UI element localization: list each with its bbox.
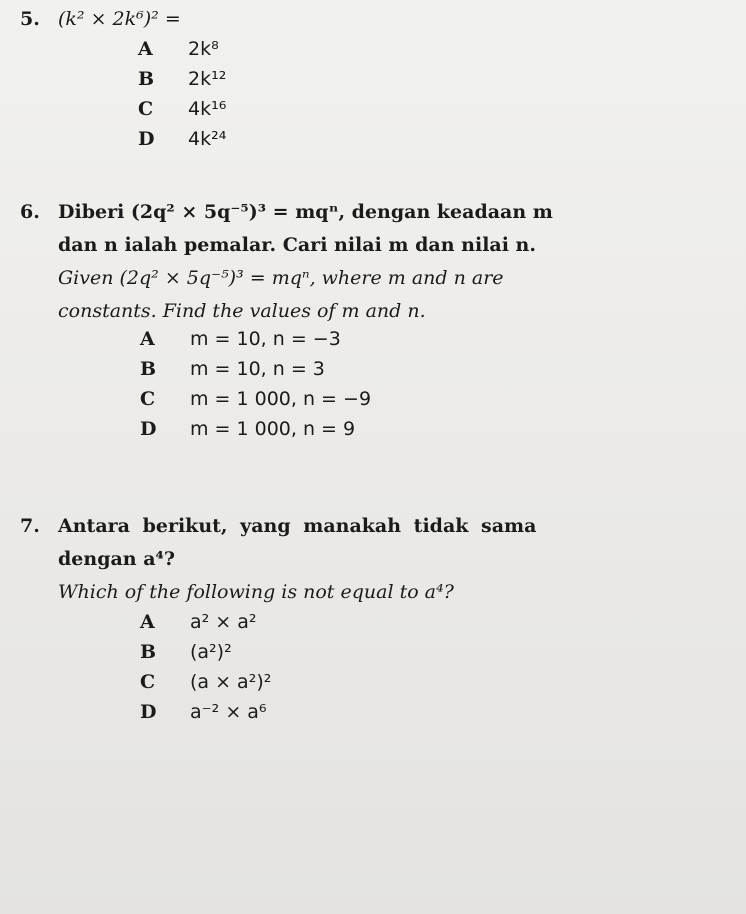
option-b[interactable]: [20, 641, 730, 671]
question-text: [58, 510, 730, 609]
option-value: 4k¹⁶: [188, 98, 227, 120]
option-value: 2k⁸: [188, 38, 219, 60]
option-a[interactable]: [20, 38, 730, 68]
options-list: [20, 611, 730, 731]
option-b[interactable]: [20, 358, 730, 388]
option-label: A: [138, 38, 153, 60]
option-value: (a × a²)²: [190, 671, 272, 693]
question-text-english-line2: constants. Find the values of m and n.: [58, 300, 426, 322]
option-label: D: [140, 418, 157, 440]
option-value: m = 1 000, n = 9: [190, 418, 356, 440]
option-label: C: [140, 388, 156, 410]
option-label: B: [138, 68, 155, 90]
question-text-english-line1: Which of the following is not equal to a⁴?: [58, 581, 454, 603]
option-value: m = 1 000, n = −9: [190, 388, 372, 410]
question-number: 7.: [20, 515, 40, 537]
question-text-malay-line2: dengan a⁴?: [58, 548, 175, 570]
option-value: m = 10, n = −3: [190, 328, 341, 350]
option-d[interactable]: [20, 701, 730, 731]
option-value: (a²)²: [190, 641, 232, 663]
option-d[interactable]: [20, 418, 730, 448]
question-6-header: [20, 196, 730, 328]
question-text-malay-line1: Diberi (2q² × 5q⁻⁵)³ = mqⁿ, dengan keadaan m: [58, 201, 553, 223]
option-value: 2k¹²: [188, 68, 227, 90]
option-a[interactable]: [20, 328, 730, 358]
option-value: 4k²⁴: [188, 128, 227, 150]
option-label: D: [140, 701, 157, 723]
options-list: [20, 328, 730, 448]
question-expression: (k² × 2k⁶)² =: [58, 8, 181, 30]
option-c[interactable]: [20, 388, 730, 418]
question-5: [20, 2, 730, 158]
option-c[interactable]: [20, 671, 730, 701]
option-a[interactable]: [20, 611, 730, 641]
question-text-english-line1: Given (2q² × 5q⁻⁵)³ = mqⁿ, where m and n are: [58, 267, 504, 289]
question-text: [58, 196, 730, 328]
option-value: a⁻² × a⁶: [190, 701, 267, 723]
question-7: [20, 510, 730, 731]
option-label: C: [140, 671, 156, 693]
option-label: B: [140, 358, 157, 380]
option-label: C: [138, 98, 154, 120]
question-text-malay-line1: Antara berikut, yang manakah tidak sama: [58, 515, 537, 537]
option-b[interactable]: [20, 68, 730, 98]
question-5-header: [20, 2, 730, 36]
question-7-header: [20, 510, 730, 609]
option-label: A: [140, 328, 155, 350]
options-list: [20, 38, 730, 158]
option-label: A: [140, 611, 155, 633]
question-number: 5.: [20, 8, 40, 30]
question-6: [20, 196, 730, 448]
option-value: m = 10, n = 3: [190, 358, 325, 380]
option-c[interactable]: [20, 98, 730, 128]
option-label: D: [138, 128, 155, 150]
question-number: 6.: [20, 201, 40, 223]
question-text-malay-line2: dan n ialah pemalar. Cari nilai m dan nilai n.: [58, 234, 536, 256]
option-d[interactable]: [20, 128, 730, 158]
option-label: B: [140, 641, 157, 663]
option-value: a² × a²: [190, 611, 257, 633]
